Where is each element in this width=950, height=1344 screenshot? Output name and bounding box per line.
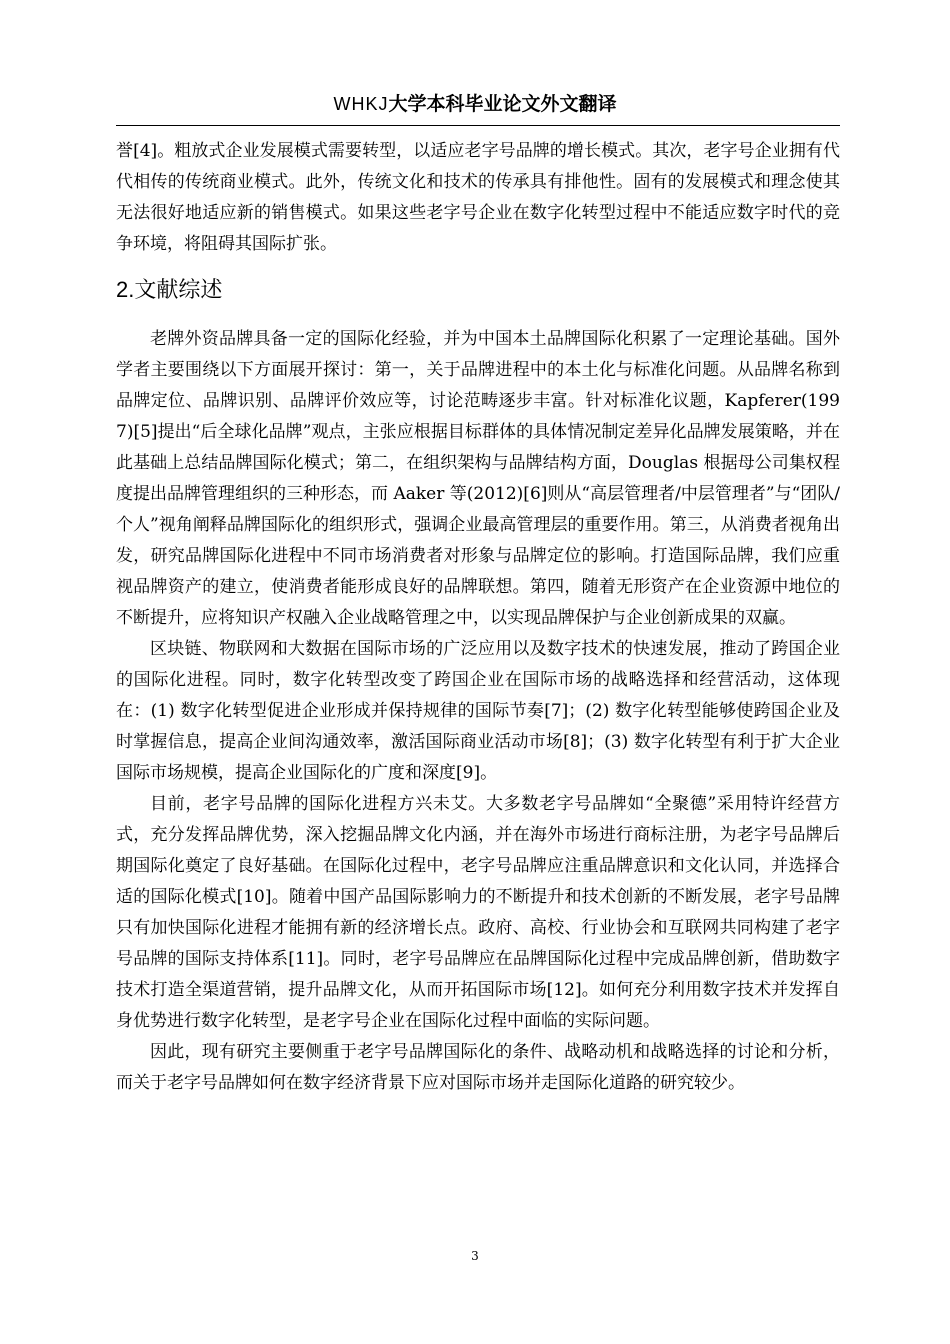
- paragraph: 区块链、物联网和大数据在国际市场的广泛应用以及数字技术的快速发展，推动了跨国企业的国际化进程。同时，数字化转型改变了跨国企业在国际市场的战略选择和经营活动，这体现在：(1) 数字化转型促进企业形成并保持规律的国际节奏[7]；(2) 数字化转型能够使跨国企业及时掌握信息，提高企业间沟通效率，激活国际商业活动市场[8]；(3) 数字化转型有利于扩大企业国际市场规模，提高企业国际化的广度和深度[9]。: [116, 639, 840, 783]
- header-title: 大学本科毕业论文外文翻译: [388, 93, 617, 115]
- paragraph-continued: 誉[4]。粗放式企业发展模式需要转型，以适应老字号品牌的增长模式。其次，老字号企业拥有代代相传的传统商业模式。此外，传统文化和技术的传承具有排他性。固有的发展模式和理念使其无法很好地适应新的销售模式。如果这些老字号企业在数字化转型过程中不能适应数字时代的竞争环境，将阻碍其国际扩张。: [116, 141, 840, 254]
- header-prefix: WHKJ: [333, 94, 389, 114]
- body-text: [116, 136, 840, 1099]
- page-number: 3: [471, 1249, 479, 1263]
- paragraph: 因此，现有研究主要侧重于老字号品牌国际化的条件、战略动机和战略选择的讨论和分析，而关于老字号品牌如何在数字经济背景下应对国际市场并走国际化道路的研究较少。: [116, 1042, 840, 1093]
- running-header: [0, 91, 950, 117]
- section-heading: 2.文献综述: [116, 277, 223, 302]
- paragraph: 目前，老字号品牌的国际化进程方兴未艾。大多数老字号品牌如“全聚德”采用特许经营方式，充分发挥品牌优势，深入挖掘品牌文化内涵，并在海外市场进行商标注册，为老字号品牌后期国际化奠定了良好基础。在国际化过程中，老字号品牌应注重品牌意识和文化认同，并选择合适的国际化模式[10]。随着中国产品国际影响力的不断提升和技术创新的不断发展，老字号品牌只有加快国际化进程才能拥有新的经济增长点。政府、高校、行业协会和互联网共同构建了老字号品牌的国际支持体系[11]。同时，老字号品牌应在品牌国际化过程中完成品牌创新，借助数字技术打造全渠道营销，提升品牌文化，从而开拓国际市场[12]。如何充分利用数字技术并发挥自身优势进行数字化转型，是老字号企业在国际化过程中面临的实际问题。: [116, 794, 840, 1031]
- paragraph: 老牌外资品牌具备一定的国际化经验，并为中国本土品牌国际化积累了一定理论基础。国外学者主要围绕以下方面展开探讨：第一，关于品牌进程中的本土化与标准化问题。从品牌名称到品牌定位、品牌识别、品牌评价效应等，讨论范畴逐步丰富。针对标准化议题，Kapferer(1997)[5]提出“后全球化品牌”观点，主张应根据目标群体的具体情况制定差异化品牌发展策略，并在此基础上总结品牌国际化模式；第二，在组织架构与品牌结构方面，Douglas 根据母公司集权程度提出品牌管理组织的三种形态，而 Aaker 等(2012)[6]则从“高层管理者/中层管理者”与“团队/个人”视角阐释品牌国际化的组织形式，强调企业最高管理层的重要作用。第三，从消费者视角出发，研究品牌国际化进程中不同市场消费者对形象与品牌定位的影响。打造国际品牌，我们应重视品牌资产的建立，使消费者能形成良好的品牌联想。第四，随着无形资产在企业资源中地位的不断提升，应将知识产权融入企业战略管理之中，以实现品牌保护与企业创新成果的双赢。: [116, 329, 840, 628]
- header-rule: [116, 125, 840, 126]
